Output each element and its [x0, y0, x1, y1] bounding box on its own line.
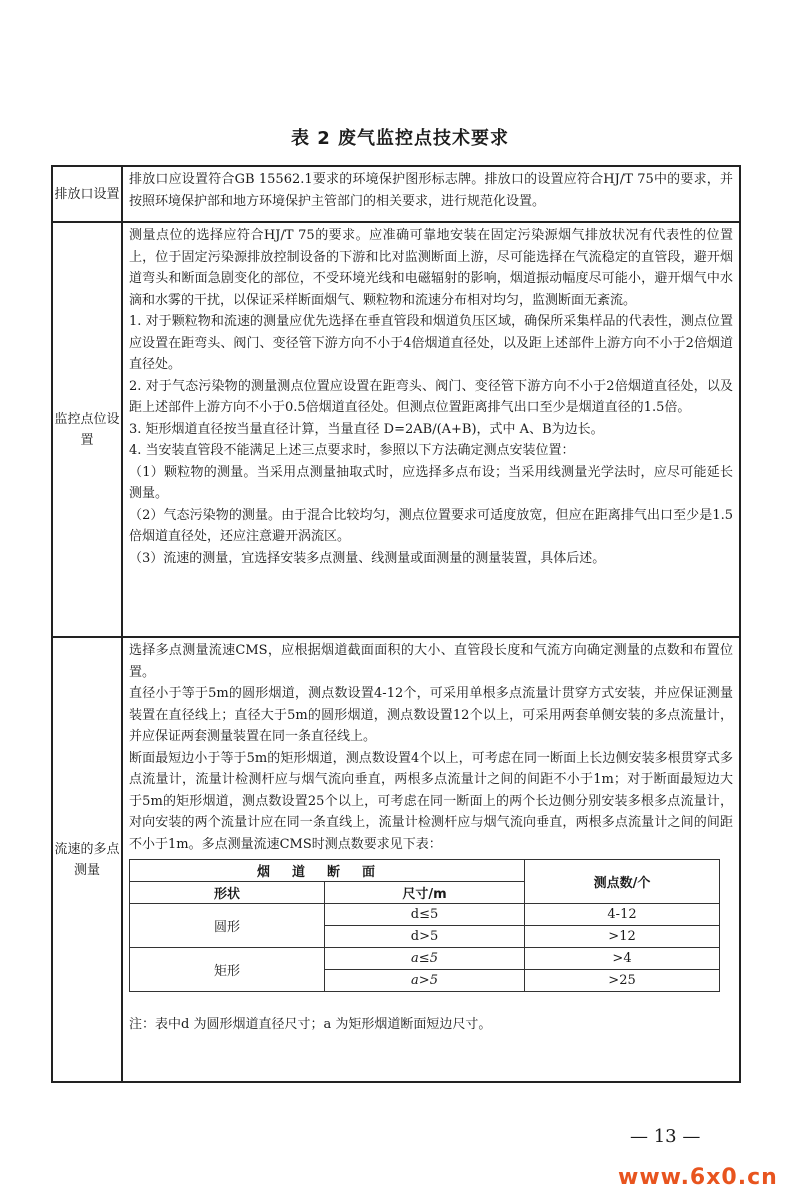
points-cell: >25: [525, 970, 720, 992]
paragraph: 1. 对于颗粒物和流速的测量应优先选择在垂直管段和烟道负压区域，确保所采集样品的代表性，测点位置应设置在距弯头、阀门、变径管下游方向不小于4倍烟道直径处，以及距上述部件上游方向不小于2倍烟道直径处。: [129, 314, 733, 372]
paragraph: 直径小于等于5m的圆形烟道，测点数设置4-12个，可采用单根多点流量计贯穿方式安装，并应保证测量装置在直径线上；直径大于5m的圆形烟道，测点数设置12个以上，可采用两套单侧安装的多点流量计，并应保证两套测量装置在同一条直径线上。: [129, 686, 733, 744]
paragraph: （2）气态污染物的测量。由于混合比较均匀，测点位置要求可适度放宽，但应在距离排气出口至少是1.5倍烟道直径处，还应注意避开涡流区。: [129, 507, 733, 544]
size-cell: d≤5: [325, 904, 525, 926]
paragraph: 测量点位的选择应符合HJ/T 75的要求。应准确可靠地安装在固定污染源烟气排放状况有代表性的位置上，位于固定污染源排放控制设备的下游和比对监测断面上游，尽可能选择在气流稳定的直管段，避开烟道弯头和断面急剧变化的部位，不受环境光线和电磁辐射的影响，烟道振动幅度尽可能小，避开烟气中水滴和水雾的干扰，以保证采样断面烟气、颗粒物和流速分布相对均匀，监测断面无紊流。: [129, 228, 733, 308]
row-content-flow-measurement: [122, 637, 740, 1082]
paragraph: （3）流速的测量，宜选择安装多点测量、线测量或面测量的测量装置，具体后述。: [129, 550, 606, 566]
size-cell: d>5: [325, 926, 525, 948]
points-cell: >4: [525, 948, 720, 970]
size-cell: a>5: [325, 970, 525, 992]
measurement-points-table: [129, 859, 720, 992]
points-cell: >12: [525, 926, 720, 948]
group-header: 烟道断面: [130, 860, 525, 882]
shape-cell: 矩形: [130, 948, 325, 992]
paragraph: 3. 矩形烟道直径按当量直径计算，当量直径 D=2AB/(A+B)，式中 A、B为边长。: [129, 421, 604, 437]
size-cell: a≤5: [325, 948, 525, 970]
paragraph: 2. 对于气态污染物的测量测点位置应设置在距弯头、阀门、变径管下游方向不小于2倍烟道直径处，以及距上述部件上游方向不小于0.5倍烟道直径处。但测点位置距离排气出口至少是烟道直径的1.5倍。: [129, 378, 733, 415]
row-content-monitoring-point: [122, 222, 740, 637]
table-row-monitoring-point: [52, 222, 740, 637]
col-header-shape: 形状: [130, 882, 325, 904]
points-cell: 4-12: [525, 904, 720, 926]
table-note: 注：表中d 为圆形烟道直径尺寸；a 为矩形烟道断面短边尺寸。: [129, 1017, 492, 1032]
row-content-outlet: [122, 166, 740, 222]
table-row: [130, 948, 720, 970]
table-row-flow-measurement: [52, 637, 740, 1082]
table-row-outlet: [52, 166, 740, 222]
page-number: — 13 —: [630, 1126, 701, 1147]
row-label-monitoring-point: 监控点位设置: [52, 222, 122, 637]
col-header-points: 测点数/个: [525, 860, 720, 904]
paragraph: 4. 当安装直管段不能满足上述三点要求时，参照以下方法确定测点安装位置：: [129, 443, 575, 458]
col-header-size: 尺寸/m: [325, 882, 525, 904]
paragraph: 排放口应设置符合GB 15562.1要求的环境保护图形标志牌。排放口的设置应符合HJ/T 75中的要求，并按照环境保护部和地方环境保护主管部门的相关要求，进行规范化设置。: [129, 172, 733, 209]
watermark-logo: www.6x0.cn: [618, 1165, 778, 1190]
paragraph: 断面最短边小于等于5m的矩形烟道，测点数设置4个以上，可考虑在同一断面上长边侧安装多根贯穿式多点流量计，流量计检测杆应与烟气流向垂直，两根多点流量计之间的间距不小于1m；对于断面最短边大于5m的矩形烟道，测点数设置25个以上，可考虑在同一断面上的两个长边侧分别安装多根多点流量计，对向安装的两个流量计应在同一条直线上，流量计检测杆应与烟气流向垂直，两根多点流量计之间的间距不小于1m。多点测量流速CMS时测点数要求见下表：: [129, 750, 733, 852]
row-label-flow-measurement: 流速的多点测量: [52, 637, 122, 1082]
requirements-table: [51, 165, 741, 1083]
paragraph: 选择多点测量流速CMS，应根据烟道截面面积的大小、直管段长度和气流方向确定测量的点数和布置位置。: [129, 643, 733, 680]
table-title: 表 2 废气监控点技术要求: [290, 128, 510, 149]
paragraph: （1）颗粒物的测量。当采用点测量抽取式时，应选择多点布设；当采用线测量光学法时，应尽可能延长测量。: [129, 464, 733, 501]
table-row: [130, 904, 720, 926]
row-label-outlet: 排放口设置: [52, 166, 122, 222]
shape-cell: 圆形: [130, 904, 325, 948]
